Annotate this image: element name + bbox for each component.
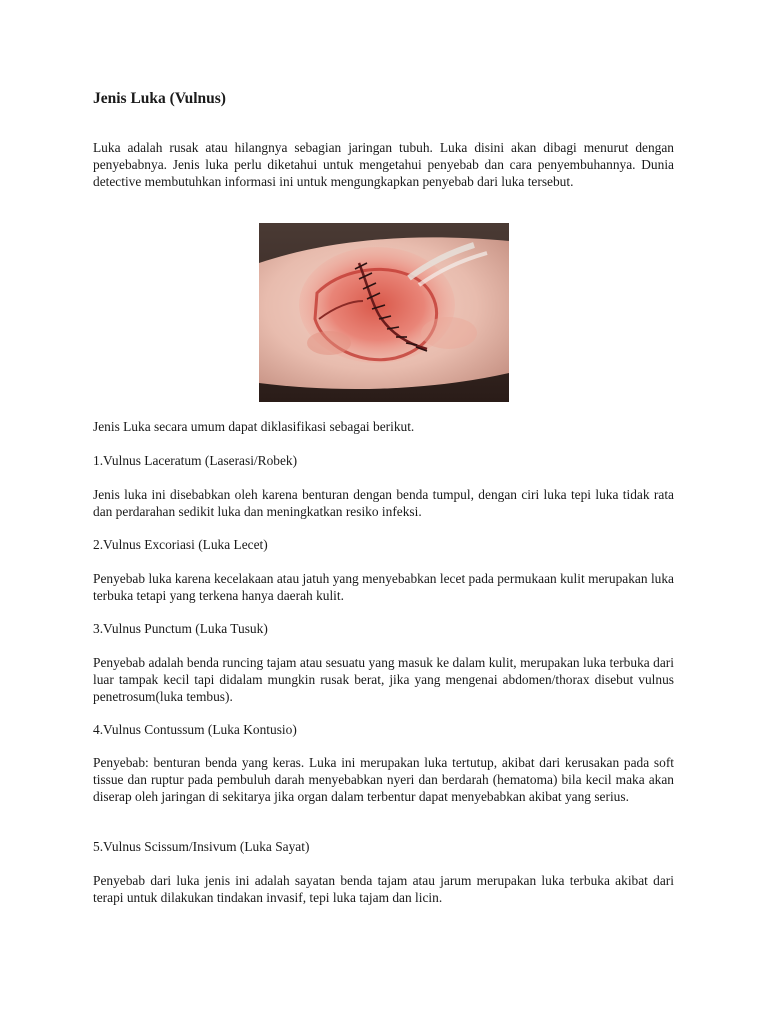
- section-heading-3: 3.Vulnus Punctum (Luka Tusuk): [93, 621, 268, 636]
- section-heading-2: 2.Vulnus Excoriasi (Luka Lecet): [93, 537, 268, 552]
- section-body-5: Penyebab dari luka jenis ini adalah sayatan benda tajam atau jarum merupakan luka terbuka akibat dari terapi untuk dilakukan tindakan invasif, tepi luka tajam dan licin.: [93, 873, 674, 905]
- wound-photo: [259, 223, 509, 402]
- section-heading-5: 5.Vulnus Scissum/Insivum (Luka Sayat): [93, 839, 310, 854]
- intro-paragraph: Luka adalah rusak atau hilangnya sebagian jaringan tubuh. Luka disini akan dibagi menurut dengan penyebabnya. Jenis luka perlu diketahui untuk mengetahui penyebab dan cara penyembuhannya. Dunia detective membutuhkan informasi ini untuk mengungkapkan penyebab dari luka tersebut.: [93, 140, 674, 189]
- section-body-1: Jenis luka ini disebabkan oleh karena benturan dengan benda tumpul, dengan ciri luka tepi luka tidak rata dan perdarahan sedikit luka dan meningkatkan resiko infeksi.: [93, 487, 674, 519]
- section-body-2: Penyebab luka karena kecelakaan atau jatuh yang menyebabkan lecet pada permukaan kulit merupakan luka terbuka tetapi yang terkena hanya daerah kulit.: [93, 571, 674, 603]
- section-heading-1: 1.Vulnus Laceratum (Laserasi/Robek): [93, 453, 298, 468]
- section-body-4: Penyebab: benturan benda yang keras. Luka ini merupakan luka tertutup, akibat dari kerusakan pada soft tissue dan ruptur pada pembuluh darah menyebabkan nyeri dan berdarah (hematoma) bila kecil maka akan diserap oleh jaringan di sekitarya jika organ dalam terbentur dapat menyebabkan akibat yang serius.: [93, 755, 674, 804]
- document-title: Jenis Luka (Vulnus): [93, 90, 226, 107]
- classification-intro: Jenis Luka secara umum dapat diklasifikasi sebagai berikut.: [93, 419, 415, 434]
- section-body-3: Penyebab adalah benda runcing tajam atau sesuatu yang masuk ke dalam kulit, merupakan luka terbuka dari luar tampak kecil tapi didalam mungkin rusak berat, jika yang mengenai abdomen/thorax disebut vulnus penetrosum(luka tembus).: [93, 655, 674, 704]
- section-heading-4: 4.Vulnus Contussum (Luka Kontusio): [93, 722, 297, 737]
